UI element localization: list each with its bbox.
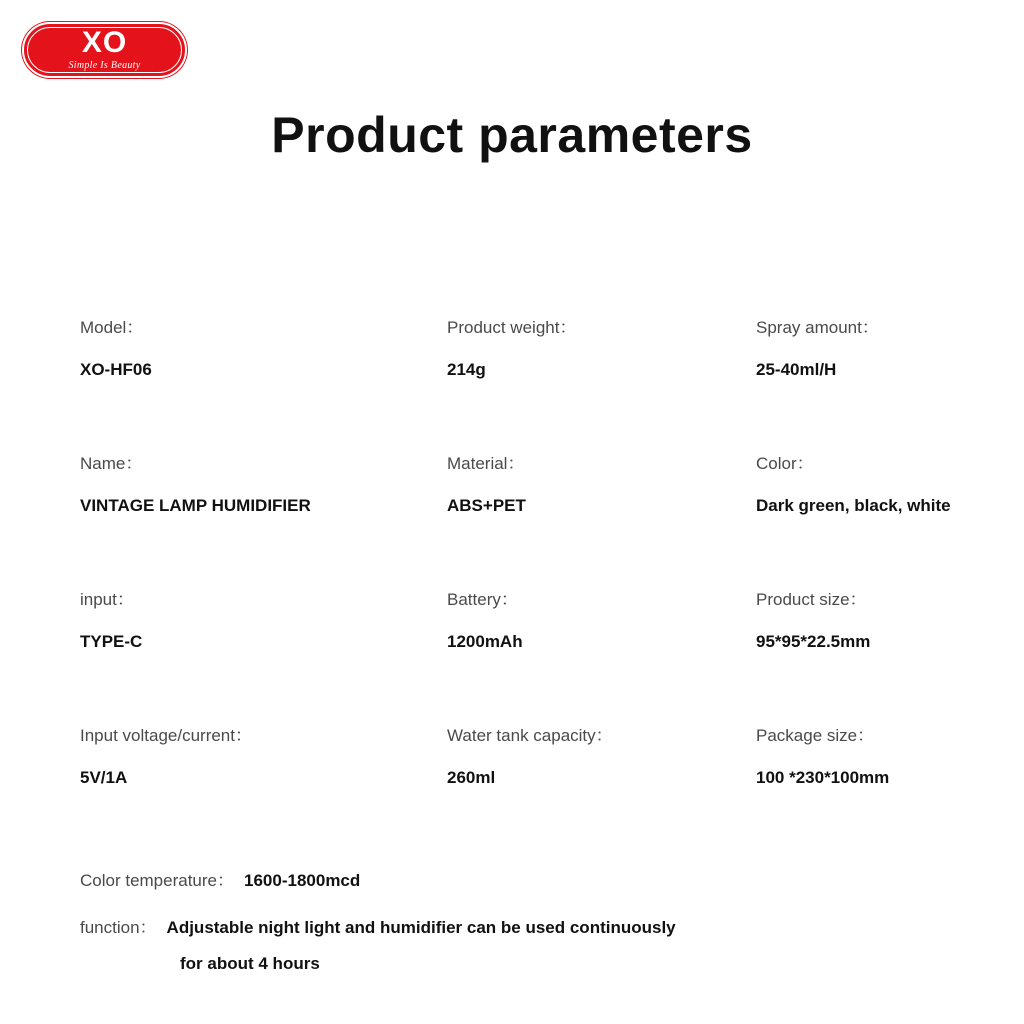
logo-tagline: Simple Is Beauty: [68, 60, 141, 71]
spec-value: VINTAGE LAMP HUMIDIFIER: [80, 496, 311, 515]
spec-value: 95*95*22.5mm: [756, 632, 871, 651]
spec-label: input：: [80, 590, 134, 609]
spec-value: XO-HF06: [80, 360, 152, 379]
spec-value: 5V/1A: [80, 768, 128, 787]
footer-spec-rows: [80, 866, 1000, 974]
spec-item-material: [447, 454, 756, 590]
spec-label: Model：: [80, 318, 144, 337]
spec-label: Product size：: [756, 590, 867, 609]
spec-value: TYPE-C: [80, 632, 143, 651]
spec-value: ABS+PET: [447, 496, 526, 515]
spec-item-function: [80, 913, 1000, 938]
spec-value: Adjustable night light and humidifier can be used continuously: [166, 918, 676, 937]
page-title: Product parameters: [271, 107, 753, 163]
spec-value-continued: for about 4 hours: [180, 954, 320, 973]
spec-item-input: [80, 590, 447, 726]
spec-label: Package size：: [756, 726, 875, 745]
spec-value: Dark green, black, white: [756, 496, 951, 515]
spec-label: Color：: [756, 454, 814, 473]
spec-grid: [80, 318, 1020, 862]
spec-item-product-weight: [447, 318, 756, 454]
spec-item-water-tank-capacity: [447, 726, 756, 862]
spec-value: 100 *230*100mm: [756, 768, 890, 787]
spec-value: 25-40ml/H: [756, 360, 837, 379]
spec-value: 1200mAh: [447, 632, 523, 651]
spec-label: Water tank capacity：: [447, 726, 613, 745]
logo-wordmark: XO: [81, 26, 128, 59]
spec-item-product-size: [756, 590, 1020, 726]
spec-item-spray-amount: [756, 318, 1020, 454]
spec-label: Input voltage/current：: [80, 726, 252, 745]
spec-label: Material：: [447, 454, 525, 473]
spec-label: Battery：: [447, 590, 518, 609]
spec-value: 260ml: [447, 768, 496, 787]
xo-brand-logo: [22, 22, 187, 78]
spec-value: 214g: [447, 360, 486, 379]
spec-item-battery: [447, 590, 756, 726]
spec-item-package-size: [756, 726, 1020, 862]
spec-item-name: [80, 454, 447, 590]
spec-label: Name：: [80, 454, 143, 473]
spec-label: Product weight：: [447, 318, 577, 337]
spec-value: 1600-1800mcd: [244, 871, 361, 890]
spec-label: Color temperature：: [80, 871, 235, 890]
spec-item-color: [756, 454, 1020, 590]
spec-item-color-temperature: [80, 866, 1000, 891]
spec-label: Spray amount：: [756, 318, 879, 337]
spec-item-model: [80, 318, 447, 454]
spec-label: function：: [80, 918, 157, 937]
spec-item-input-voltage-current: [80, 726, 447, 862]
